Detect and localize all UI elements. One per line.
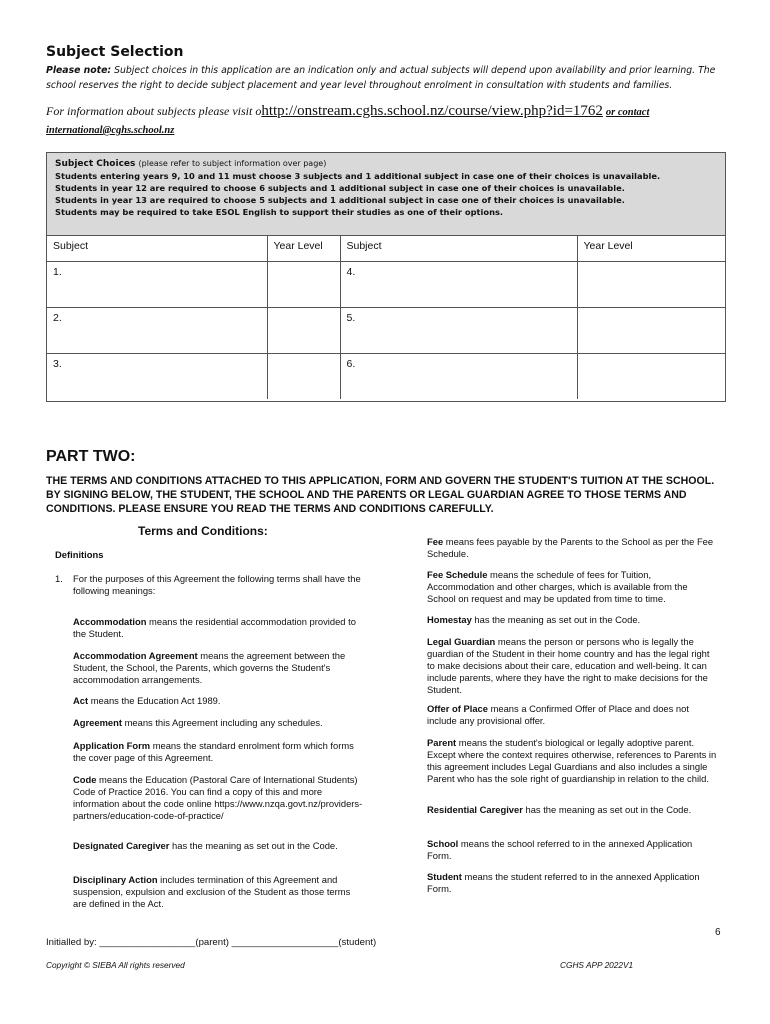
definition-item	[427, 838, 717, 862]
term-name: Fee	[427, 536, 444, 548]
definition-item	[73, 695, 363, 707]
definition-item	[73, 874, 363, 910]
definition-item	[427, 737, 717, 785]
info-or: or contact	[605, 107, 650, 118]
term-definition: means the agreement between the Student, the School, the Parents, which governs the Student's accommodation arrangements.	[73, 650, 346, 686]
definitions-heading: Definitions	[55, 549, 104, 560]
initialled-by-line[interactable]: Initialled by: __________________(parent) ____________________(student)	[46, 937, 377, 948]
column-header: Subject	[47, 236, 267, 262]
choices-line: Students in year 13 are required to choose 5 subjects and 1 additional subject in case one of their choices is unavailable.	[55, 195, 625, 205]
term-definition: means the student's biological or legally adoptive parent. Except where the context requires otherwise, references to Parents in this agreement includes Legal Guardians and also includes a single Parent who has the sole right of guardianship in relation to the child.	[427, 737, 717, 785]
year-level-cell[interactable]	[577, 262, 725, 308]
part-two-title: PART TWO:	[46, 448, 136, 465]
year-level-cell[interactable]	[267, 262, 340, 308]
year-level-cell[interactable]	[267, 354, 340, 400]
page-title: Subject Selection	[46, 44, 184, 60]
year-level-cell[interactable]	[267, 308, 340, 354]
choices-heading-label: Subject Choices	[55, 159, 136, 169]
term-definition: has the meaning as set out in the Code.	[169, 840, 338, 852]
definition-item	[73, 650, 363, 686]
subject-table	[47, 236, 725, 399]
definition-item	[427, 569, 717, 605]
choices-heading	[55, 158, 717, 170]
subject-cell[interactable]: 4.	[340, 262, 577, 308]
email-link[interactable]: international@cghs.school.nz	[46, 125, 175, 136]
subject-cell[interactable]: 6.	[340, 354, 577, 400]
definition-item	[427, 636, 717, 696]
term-name: Act	[73, 695, 89, 707]
definition-item	[427, 871, 717, 895]
subject-choices-box	[46, 152, 726, 402]
definition-item	[427, 804, 717, 816]
subject-info	[46, 103, 726, 139]
page-number: 6	[715, 927, 721, 938]
column-header: Year Level	[577, 236, 725, 262]
term-definition: means a Confirmed Offer of Place and does not include any provisional offer.	[427, 703, 689, 727]
term-name: Agreement	[73, 717, 122, 729]
term-name: Parent	[427, 737, 457, 749]
subject-note	[46, 63, 726, 93]
term-definition: means this Agreement including any schedules.	[121, 717, 323, 729]
table-row	[47, 262, 725, 308]
subject-choices-instructions	[47, 153, 725, 236]
form-version: CGHS APP 2022V1	[560, 960, 634, 970]
table-row	[47, 354, 725, 400]
table-row	[47, 308, 725, 354]
choices-line: Students in year 12 are required to choose 6 subjects and 1 additional subject in case one of their choices is unavailable.	[55, 183, 625, 193]
term-definition: means fees payable by the Parents to the School as per the Fee Schedule.	[427, 536, 714, 560]
clause-number: 1.	[55, 573, 63, 584]
term-definition: means the Education Act 1989.	[88, 695, 221, 707]
column-header: Subject	[340, 236, 577, 262]
definition-item	[73, 717, 363, 729]
term-definition: means the student referred to in the annexed Application Form.	[427, 871, 700, 895]
term-definition: means the school referred to in the annexed Application Form.	[427, 838, 693, 862]
definition-item	[427, 614, 717, 626]
term-name: Designated Caregiver	[73, 840, 170, 852]
definition-item	[427, 536, 717, 560]
definition-item	[73, 840, 363, 852]
copyright: Copyright © SIEBA All rights reserved	[46, 960, 185, 970]
note-text: Subject choices in this application are an indication only and actual subjects will depend upon availability and prior learning. The school reserves the right to decide subject placement and year level throughout enrolment in consultation with students and families.	[46, 65, 716, 91]
definition-item	[73, 774, 363, 822]
term-name: Homestay	[427, 614, 472, 626]
term-definition: includes termination of this Agreement and suspension, expulsion and exclusion of the Student as those terms are defined in the Act.	[73, 874, 351, 910]
definition-item	[427, 703, 717, 727]
term-name: Code	[73, 774, 97, 786]
term-definition: means the residential accommodation provided to the Student.	[73, 616, 356, 640]
subject-cell[interactable]: 3.	[47, 354, 267, 400]
term-name: Student	[427, 871, 462, 883]
term-name: School	[427, 838, 459, 850]
clause-text: For the purposes of this Agreement the following terms shall have the following meanings:	[73, 573, 361, 596]
choices-heading-note: (please refer to subject information over page)	[138, 159, 327, 168]
subject-cell[interactable]: 5.	[340, 308, 577, 354]
note-label: Please note:	[46, 65, 112, 76]
term-definition: means the schedule of fees for Tuition, Accommodation and other charges, which is available from the School on request and may be updated from time to time.	[427, 569, 688, 605]
definition-item	[73, 740, 363, 764]
year-level-cell[interactable]	[577, 308, 725, 354]
declaration: THE TERMS AND CONDITIONS ATTACHED TO THIS APPLICATION, FORM AND GOVERN THE STUDENT'S TUITION AT THE SCHOOL. BY SIGNING BELOW, THE STUDENT, THE SCHOOL AND THE PARENTS OR LEGAL GUARDIAN AGREE TO THOSE TERMS AND CONDITIONS. PLEASE ENSURE YOU READ THE TERMS AND CONDITIONS CAREFULLY.	[46, 475, 715, 515]
term-name: Legal Guardian	[427, 636, 496, 648]
term-name: Accommodation Agreement	[73, 650, 198, 662]
term-name: Offer of Place	[427, 703, 488, 715]
term-name: Disciplinary Action	[73, 874, 158, 886]
term-definition: has the meaning as set out in the Code.	[471, 614, 641, 626]
subject-cell[interactable]: 1.	[47, 262, 267, 308]
term-definition: means the person or persons who is legally the guardian of the Student in their home country and has the legal right to make decisions about their care, education and well-being. It can include parents, where they have the right to make decisions for the Student.	[427, 636, 710, 696]
term-name: Residential Caregiver	[427, 804, 523, 816]
column-header: Year Level	[267, 236, 340, 262]
definition-item	[73, 616, 363, 640]
course-link[interactable]: http://onstream.cghs.school.nz/course/view.php?id=1762	[261, 103, 603, 119]
term-name: Fee Schedule	[427, 569, 488, 581]
term-definition: means the Education (Pastoral Care of International Students) Code of Practice 2016. You can find a copy of this and more information about the code online https://www.nzqa.govt.nz/providers-partners/education-code-of-practice/	[73, 774, 363, 822]
term-definition: means the standard enrolment form which forms the cover page of this Agreement.	[73, 740, 354, 764]
subject-cell[interactable]: 2.	[47, 308, 267, 354]
table-header-row	[47, 236, 725, 262]
choices-line: Students entering years 9, 10 and 11 must choose 3 subjects and 1 additional subject in case one of their choices is unavailable.	[55, 171, 661, 181]
info-lead: For information about subjects please visit o	[46, 104, 262, 118]
choices-line: Students may be required to take ESOL English to support their studies as one of their options.	[55, 207, 504, 217]
term-name: Application Form	[73, 740, 151, 752]
term-name: Accommodation	[73, 616, 147, 628]
year-level-cell[interactable]	[577, 354, 725, 400]
term-definition: has the meaning as set out in the Code.	[522, 804, 692, 816]
terms-title: Terms and Conditions:	[138, 524, 268, 538]
